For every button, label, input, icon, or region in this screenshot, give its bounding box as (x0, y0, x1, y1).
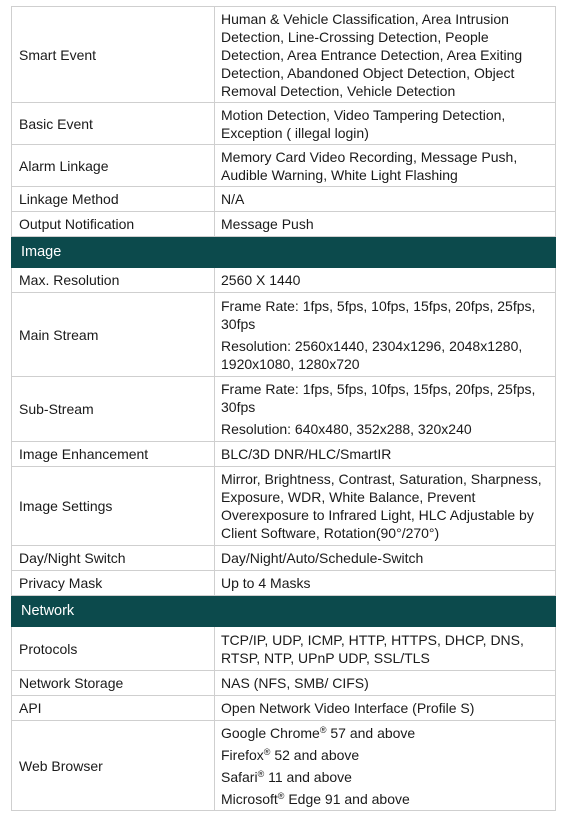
row-value: Memory Card Video Recording, Message Push, Audible Warning, White Light Flashing (215, 145, 556, 187)
table-row (12, 7, 556, 103)
row-label: Smart Event (12, 7, 215, 103)
table-row (12, 442, 556, 467)
row-value: Human & Vehicle Classification, Area Intrusion Detection, Line-Crossing Detection, People Detection, Area Entrance Detection, Area Exiting Detection, Abandoned Object Detection, Object Removal Detection, Vehicle Detection (215, 7, 556, 103)
row-label: Sub-Stream (12, 377, 215, 442)
row-label: Image Settings (12, 467, 215, 546)
browser-item: Safari® 11 and above (221, 768, 352, 785)
row-label: Privacy Mask (12, 571, 215, 596)
table-row (12, 721, 556, 811)
row-value (215, 293, 556, 377)
row-value: NAS (NFS, SMB/ CIFS) (215, 671, 556, 696)
section-header-network (12, 596, 556, 627)
frame-rate-text: Frame Rate: 1fps, 5fps, 10fps, 15fps, 20fps, 25fps, 30fps (221, 297, 536, 332)
row-value: Mirror, Brightness, Contrast, Saturation, Sharpness, Exposure, WDR, White Balance, Prevent Overexposure to Infrared Light, HLC Adjustable by Client Software, Rotation(90°/270°) (215, 467, 556, 546)
section-title: Image (12, 237, 556, 268)
table-row (12, 546, 556, 571)
table-row (12, 212, 556, 237)
frame-rate-text: Frame Rate: 1fps, 5fps, 10fps, 15fps, 20fps, 25fps, 30fps (221, 381, 536, 415)
row-value: BLC/3D DNR/HLC/SmartIR (215, 442, 556, 467)
row-value: Day/Night/Auto/Schedule-Switch (215, 546, 556, 571)
table-row (12, 268, 556, 293)
row-label: Network Storage (12, 671, 215, 696)
spec-table (11, 6, 556, 811)
row-label: Image Enhancement (12, 442, 215, 467)
table-row (12, 467, 556, 546)
row-value (215, 721, 556, 811)
row-label: Output Notification (12, 212, 215, 237)
row-label: Max. Resolution (12, 268, 215, 293)
row-value: Motion Detection, Video Tampering Detection, Exception ( illegal login) (215, 103, 556, 145)
row-value: Up to 4 Masks (215, 571, 556, 596)
table-row (12, 671, 556, 696)
row-value: TCP/IP, UDP, ICMP, HTTP, HTTPS, DHCP, DNS, RTSP, NTP, UPnP UDP, SSL/TLS (215, 627, 556, 671)
row-label: Basic Event (12, 103, 215, 145)
section-title: Network (12, 596, 556, 627)
row-label: Alarm Linkage (12, 145, 215, 187)
resolution-text: Resolution: 2560x1440, 2304x1296, 2048x1280, 1920x1080, 1280x720 (221, 337, 523, 372)
browser-item: Firefox® 52 and above (221, 746, 360, 763)
row-value: Open Network Video Interface (Profile S) (215, 696, 556, 721)
row-value: Message Push (215, 212, 556, 237)
table-row (12, 571, 556, 596)
row-label: Main Stream (12, 293, 215, 377)
table-row (12, 103, 556, 145)
browser-item: Microsoft® Edge 91 and above (221, 790, 410, 807)
row-label: Day/Night Switch (12, 546, 215, 571)
table-row (12, 696, 556, 721)
section-header-image (12, 237, 556, 268)
row-value: N/A (215, 187, 556, 212)
resolution-text: Resolution: 640x480, 352x288, 320x240 (221, 421, 472, 437)
table-row (12, 293, 556, 377)
table-row (12, 377, 556, 442)
row-label: Linkage Method (12, 187, 215, 212)
row-label: Web Browser (12, 721, 215, 811)
row-value: 2560 X 1440 (215, 268, 556, 293)
browser-item: Google Chrome® 57 and above (221, 724, 416, 741)
row-label: Protocols (12, 627, 215, 671)
table-row (12, 145, 556, 187)
row-label: API (12, 696, 215, 721)
row-value (215, 377, 556, 442)
table-row (12, 187, 556, 212)
table-row (12, 627, 556, 671)
